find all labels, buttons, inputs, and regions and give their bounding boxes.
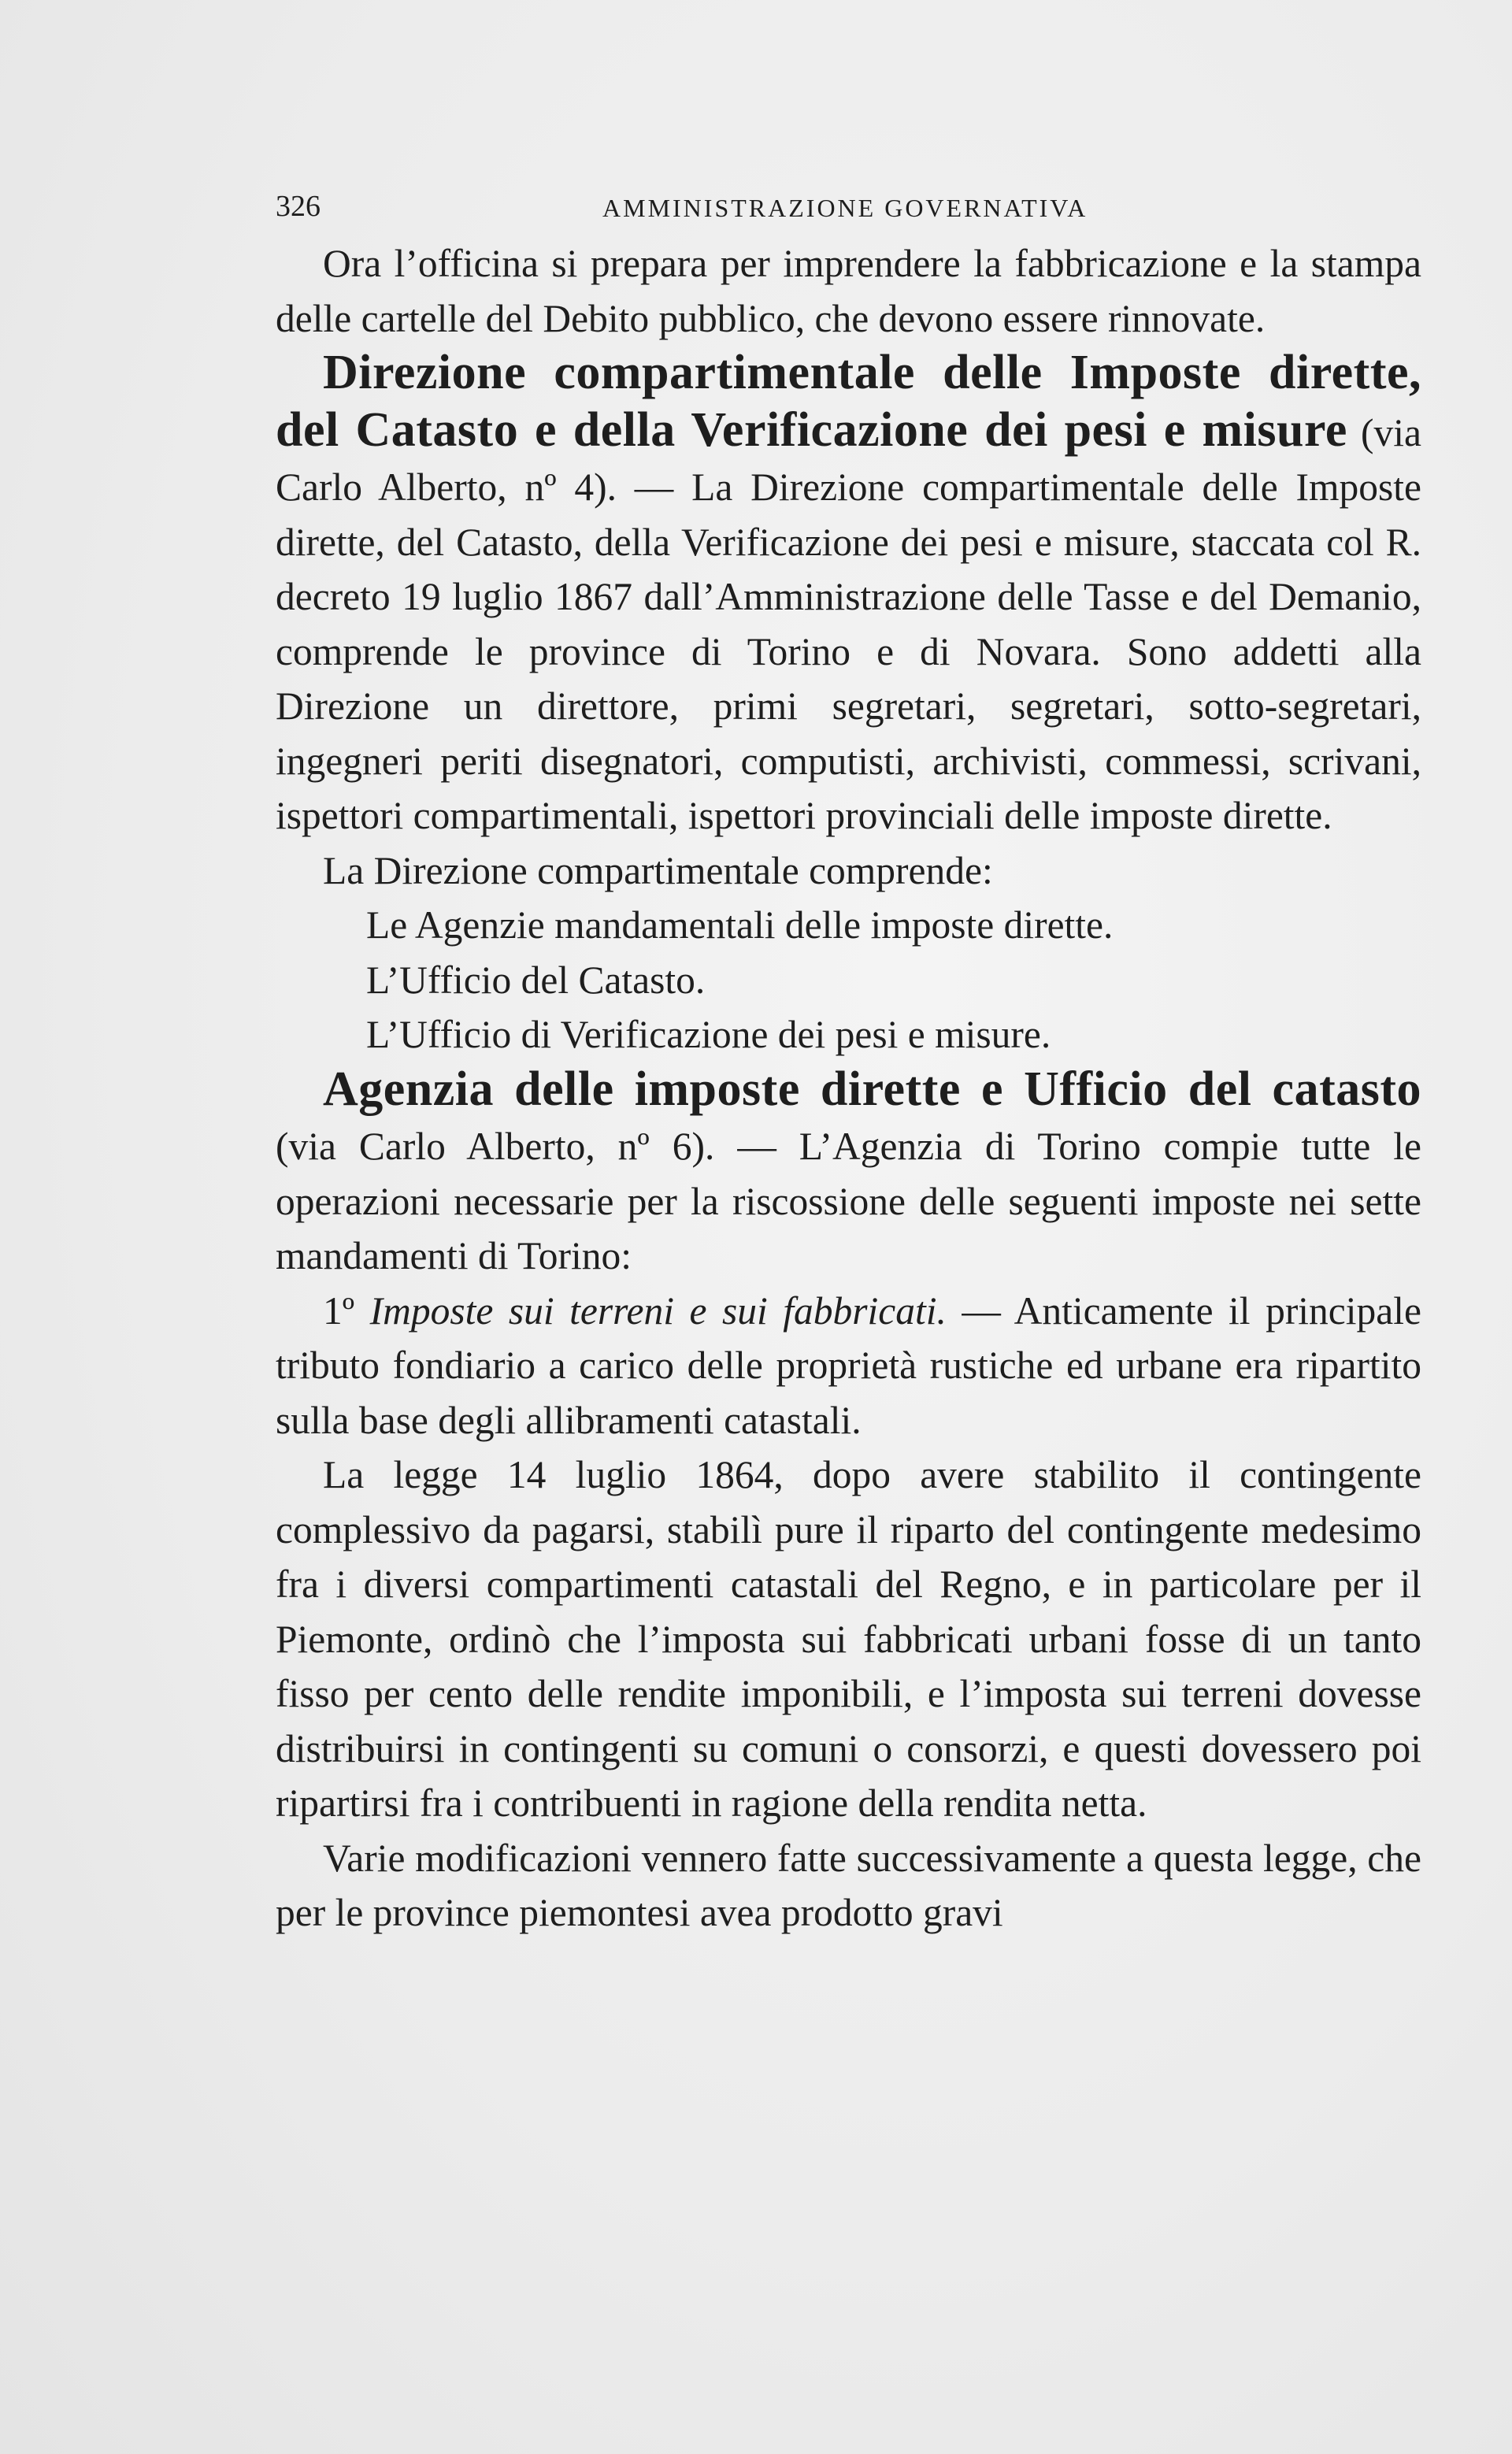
item-number: 1º bbox=[323, 1288, 370, 1333]
page-content bbox=[276, 189, 1421, 1941]
paragraph-4-text: (via Carlo Alberto, nº 6). — L’Agenzia di Torino compie tutte le operazioni necessarie per la riscossione delle seguenti imposte nei sette mandamenti di Torino: bbox=[276, 1125, 1421, 1277]
paragraph-4 bbox=[276, 1062, 1421, 1284]
section-heading-direzione: Direzione compartimentale delle Imposte dirette, del Catasto e della Verificazione dei pesi e misure bbox=[276, 346, 1421, 457]
item-title: Imposte sui terreni e sui fabbricati. bbox=[369, 1288, 947, 1333]
page-number: 326 bbox=[276, 190, 321, 223]
list-item: Le Agenzie mandamentali delle imposte dirette. bbox=[366, 903, 1114, 947]
paragraph-7: Varie modificazioni vennero fatte successivamente a questa legge, che per le province piemontesi avea prodotto gravi bbox=[276, 1836, 1421, 1934]
body-text bbox=[276, 236, 1421, 1941]
paragraph-5-text: — Anticamente il principale tributo fondiario a carico delle proprietà rustiche ed urbane era ripartito sulla base degli allibramenti catastali. bbox=[276, 1288, 1421, 1442]
section-heading-agenzia: Agenzia delle imposte dirette e Ufficio del catasto bbox=[323, 1062, 1421, 1116]
office-list bbox=[276, 898, 1421, 1062]
running-title: AMMINISTRAZIONE GOVERNATIVA bbox=[602, 194, 1088, 222]
paragraph-2 bbox=[276, 346, 1421, 843]
running-header bbox=[276, 189, 1421, 236]
paragraph-2-text: (via Carlo Alberto, nº 4). — La Direzione compartimentale delle Imposte dirette, del Catasto, della Verificazione dei pesi e misure, staccata col R. decreto 19 luglio 1867 dall’Amministrazione delle Tasse e del Demanio, comprende le province di Torino e di Novara. Sono addetti alla Direzione un direttore, primi segretari, segretari, sotto-segretari, ingegneri periti disegnatori, computisti, archivisti, commessi, scrivani, ispettori compartimentali, ispettori provinciali delle imposte dirette. bbox=[276, 410, 1421, 837]
paragraph-6: La legge 14 luglio 1864, dopo avere stabilito il contingente complessivo da pagarsi, stabilì pure il riparto del contingente medesimo fra i diversi compartimenti catastali del Regno, e in particolare per il Piemonte, ordinò che l’imposta sui fabbricati urbani fosse di un tanto fisso per cento delle rendite imponibili, e l’imposta sui terreni dovesse distribuirsi in contingenti su comuni o consorzi, e questi dovessero poi ripartirsi fra i contribuenti in ragione della rendita netta. bbox=[276, 1453, 1421, 1825]
list-item: L’Ufficio del Catasto. bbox=[366, 958, 706, 1002]
paragraph-5 bbox=[276, 1284, 1421, 1448]
paragraph-3: La Direzione compartimentale comprende: bbox=[323, 848, 993, 892]
list-item: L’Ufficio di Verificazione dei pesi e misure. bbox=[366, 1013, 1051, 1056]
paragraph-1: Ora l’officina si prepara per imprendere la fabbricazione e la stampa delle cartelle del Debito pubblico, che devono essere rinnovate. bbox=[276, 242, 1421, 340]
